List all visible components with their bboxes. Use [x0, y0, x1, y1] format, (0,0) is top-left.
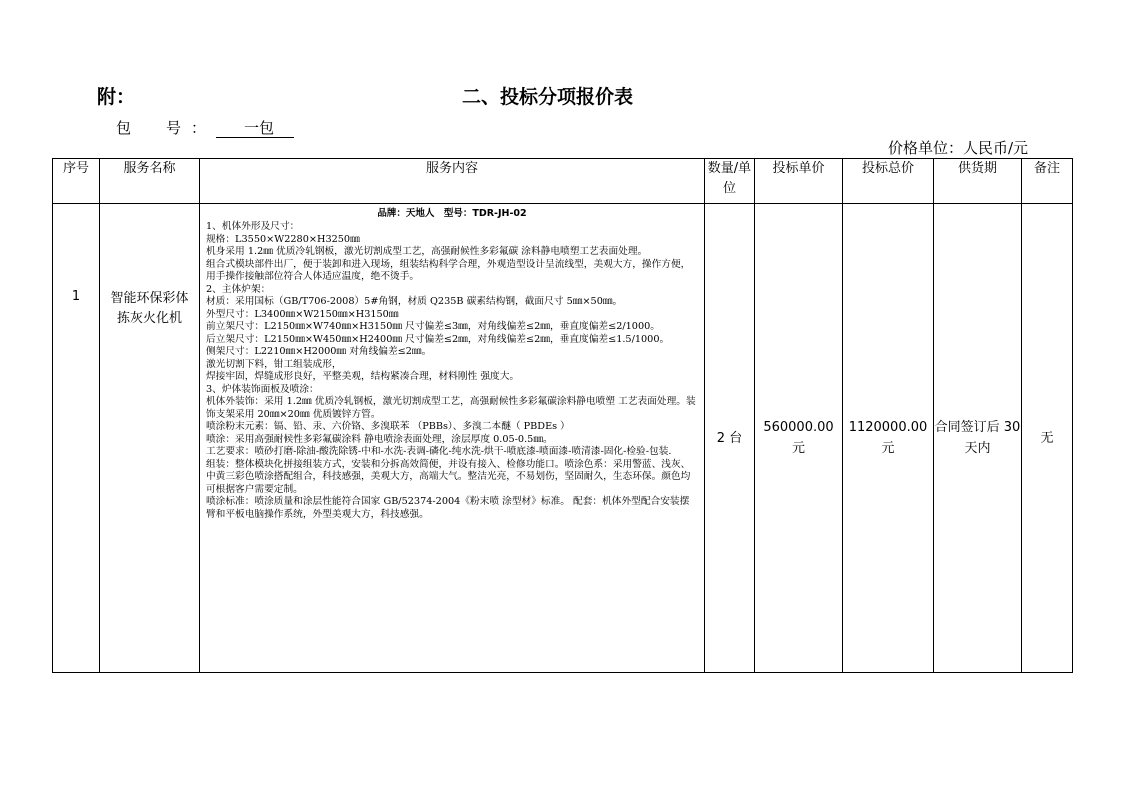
row-seq: 1: [53, 204, 100, 673]
row-remark: 无: [1022, 204, 1073, 673]
content-line: 喷涂标准：喷涂质量和涂层性能符合国家 GB/52374-2004《粉末喷 涂型材》标准。 配套：机体外型配合安装摆臂和平板电脑操作系统，外型美观大方，科技感强。: [206, 496, 690, 520]
row-unit-price: 560000.00 元: [755, 204, 843, 673]
content-line: 3、炉体装饰面板及喷涂：: [206, 383, 319, 395]
content-line: 喷涂粉末元素：镉、铅、汞、六价铬、多溴联苯 （PBBs）、多溴二本醚（ PBDEs ）: [206, 421, 570, 432]
row-service-content: [200, 204, 705, 673]
column-header-remark: 备注: [1022, 159, 1073, 204]
brand-model-line: 品牌：天地人 型号：TDR-JH-02: [377, 208, 527, 219]
row-total-price: 1120000.00 元: [843, 204, 934, 673]
package-value: 一包: [216, 120, 294, 138]
package-line: [116, 117, 294, 138]
content-line: 组合式模块部件出厂，便于装卸和进入现场，组装结构科学合理，外观造型设计呈流线型，美观大方，操作方便，用手操作接触部位符合人体适应温度，绝不烫手。: [206, 258, 691, 282]
attachment-label: 附：: [97, 86, 136, 108]
page-title: 二、投标分项报价表: [462, 86, 634, 108]
content-line: 前立架尺寸：L2150㎜×W740㎜×H3150㎜ 尺寸偏差≤3㎜，对角线偏差≤2㎜，垂直度偏差≤2/1000。: [206, 321, 660, 332]
content-line: 材质：采用国标（GB/T706-2008）5#角钢，材质 Q235B 碳素结构钢，截面尺寸 5㎜×50㎜。: [206, 296, 623, 307]
quotation-table: [52, 158, 1073, 673]
content-line: 后立架尺寸：L2150㎜×W450㎜×H2400㎜ 尺寸偏差≤2㎜，对角线偏差≤2㎜，垂直度偏差≤1.5/1000。: [206, 333, 670, 345]
column-header-unit-price: 投标单价: [755, 159, 843, 204]
package-label: 包 号：: [116, 119, 217, 137]
content-line: 焊接牢固，焊缝成形良好，平整美观，结构紧凑合理，材料刚性 强度大。: [206, 371, 520, 382]
content-line: 组装：整体模块化拼接组装方式，安装和分拆高效简便，并设有接入、检修功能口。喷涂色系：采用警蓝、浅灰、中黄三彩色喷涂搭配组合，科技感强，美观大方，高端大气。整洁光亮，不易划伤，坚固耐久，生态环保。颜色均可根据客户需要定制。: [206, 458, 691, 495]
row-qty: 2 台: [705, 204, 755, 673]
content-line: 规格：L3550×W2280×H3250㎜: [206, 233, 360, 245]
row-delivery: 合同签订后 30 天内: [934, 204, 1022, 673]
content-line: 工艺要求：喷砂打磨-除油-酸洗除锈-中和-水洗-表调-磷化-纯水洗-烘干-喷底漆-喷面漆-喷清漆-固化-检验-包装.: [206, 446, 672, 457]
price-unit: 价格单位：人民币/元: [887, 139, 1028, 157]
column-header-total-price: 投标总价: [843, 159, 934, 204]
content-line: 2、主体炉架：: [206, 283, 271, 295]
table-row: [53, 204, 1073, 673]
content-line: 喷涂：采用高强耐候性多彩氟碳涂料 静电喷涂表面处理，涂层厚度 0.05-0.5㎜。: [206, 433, 553, 445]
column-header-qty-unit: 数量/单位: [705, 159, 755, 204]
content-line: 机体外装饰：采用 1.2㎜ 优质冷轧钢板，激光切割成型工艺，高强耐候性多彩氟碳涂料静电喷塑 工艺表面处理。装饰支架采用 20㎜×20㎜ 优质镀锌方管。: [206, 396, 696, 420]
column-header-seq: 序号: [53, 159, 100, 204]
column-header-service-content: 服务内容: [200, 159, 705, 204]
row-service-name: 智能环保彩体拣灰火化机: [100, 204, 200, 673]
content-lines: [206, 221, 698, 521]
content-line: 外型尺寸：L3400㎜×W2150㎜×H3150㎜: [206, 308, 399, 320]
content-line: 机身采用 1.2㎜ 优质冷轧钢板，激光切割成型工艺，高强耐候性多彩氟碳 涂料静电喷塑工艺表面处理。: [206, 246, 648, 257]
content-line: 激光切割下料，钳工组装成形，: [206, 358, 342, 370]
content-line: 1、机体外形及尺寸：: [206, 221, 300, 232]
column-header-delivery: 供货期: [934, 159, 1022, 204]
column-header-service-name: 服务名称: [100, 159, 200, 204]
content-line: 侧架尺寸：L2210㎜×H2000㎜ 对角线偏差≤2㎜。: [206, 346, 432, 357]
table-header-row: [53, 159, 1073, 204]
